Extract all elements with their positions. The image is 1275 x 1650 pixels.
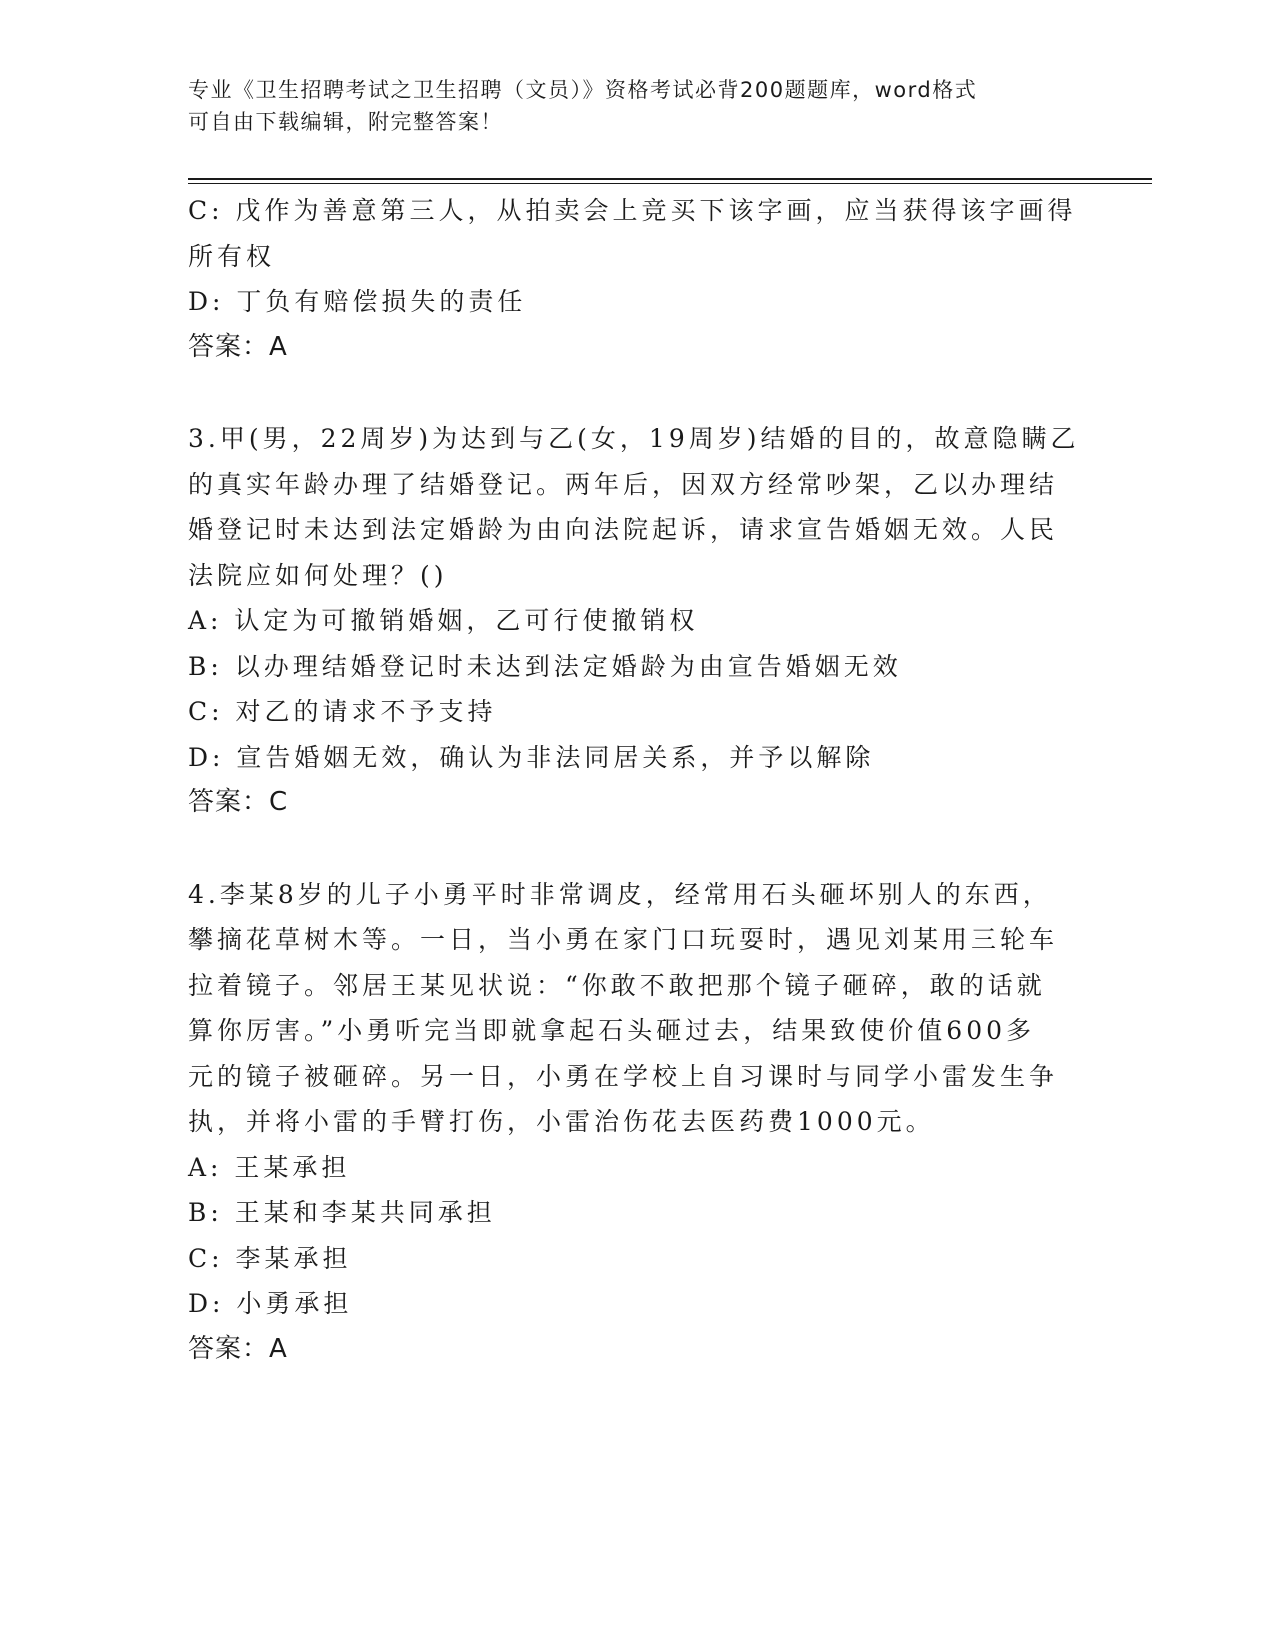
answer: 答案：A [188,1333,288,1364]
question-stem-line: 执，并将小雷的手臂打伤，小雷治伤花去医药费1000元。 [188,1107,935,1136]
header-title-line-2: 可自由下载编辑，附完整答案！ [188,110,503,134]
question-stem-line: 算你厉害。”小勇听完当即就拿起石头砸过去，结果致使价值600多 [188,1016,1036,1045]
option-d: D: 丁负有赔偿损失的责任 [188,287,527,316]
document-body [188,188,1088,1372]
question-stem-line: 法院应如何处理？() [188,560,448,590]
option-c-line-2: 所有权 [188,241,276,271]
question-stem-line: 的真实年龄办理了结婚登记。两年后，因双方经常吵架，乙以办理结 [188,469,1059,499]
question-spacer [188,370,1088,416]
header-title-line-1: 专业《卫生招聘考试之卫生招聘（文员）》资格考试必背200题题库，word格式 [188,78,978,102]
header-divider-thin [188,183,1152,184]
option-d: D: 宣告婚姻无效，确认为非法同居关系，并予以解除 [188,742,875,772]
option-b: B: 以办理结婚登记时未达到法定婚龄为由宣告婚姻无效 [188,651,902,681]
question-4 [188,872,1088,1373]
option-a: A: 认定为可撤销婚姻，乙可行使撤销权 [188,606,699,635]
question-3 [188,416,1088,826]
question-2-tail [188,188,1088,370]
answer: 答案：A [188,331,288,362]
question-stem-line: 攀摘花草树木等。一日，当小勇在家门口玩耍时，遇见刘某用三轮车 [188,925,1059,954]
header-divider-thick [188,178,1152,180]
question-stem-line: 婚登记时未达到法定婚龄为由向法院起诉，请求宣告婚姻无效。人民 [188,515,1059,544]
option-d: D: 小勇承担 [188,1289,353,1318]
question-spacer [188,826,1088,872]
question-stem-line: 4.李某8岁的儿子小勇平时非常调皮，经常用石头砸坏别人的东西， [188,879,1052,909]
answer: 答案：C [188,787,289,817]
option-a: A: 王某承担 [188,1152,351,1182]
question-stem-line: 3.甲(男，22周岁)为达到与乙(女，19周岁)结婚的目的，故意隐瞒乙 [188,424,1080,453]
option-b: B: 王某和李某共同承担 [188,1198,496,1227]
option-c-line-1: C: 戊作为善意第三人，从拍卖会上竞买下该字画，应当获得该字画得 [188,196,1077,225]
document-header [188,74,1068,138]
option-c: C: 对乙的请求不予支持 [188,697,497,726]
question-stem-line: 元的镜子被砸碎。另一日，小勇在学校上自习课时与同学小雷发生争 [188,1061,1059,1091]
option-c: C: 李某承担 [188,1243,352,1273]
question-stem-line: 拉着镜子。邻居王某见状说：“你敢不敢把那个镜子砸碎，敢的话就 [188,970,1046,1000]
header-divider [188,178,1152,184]
